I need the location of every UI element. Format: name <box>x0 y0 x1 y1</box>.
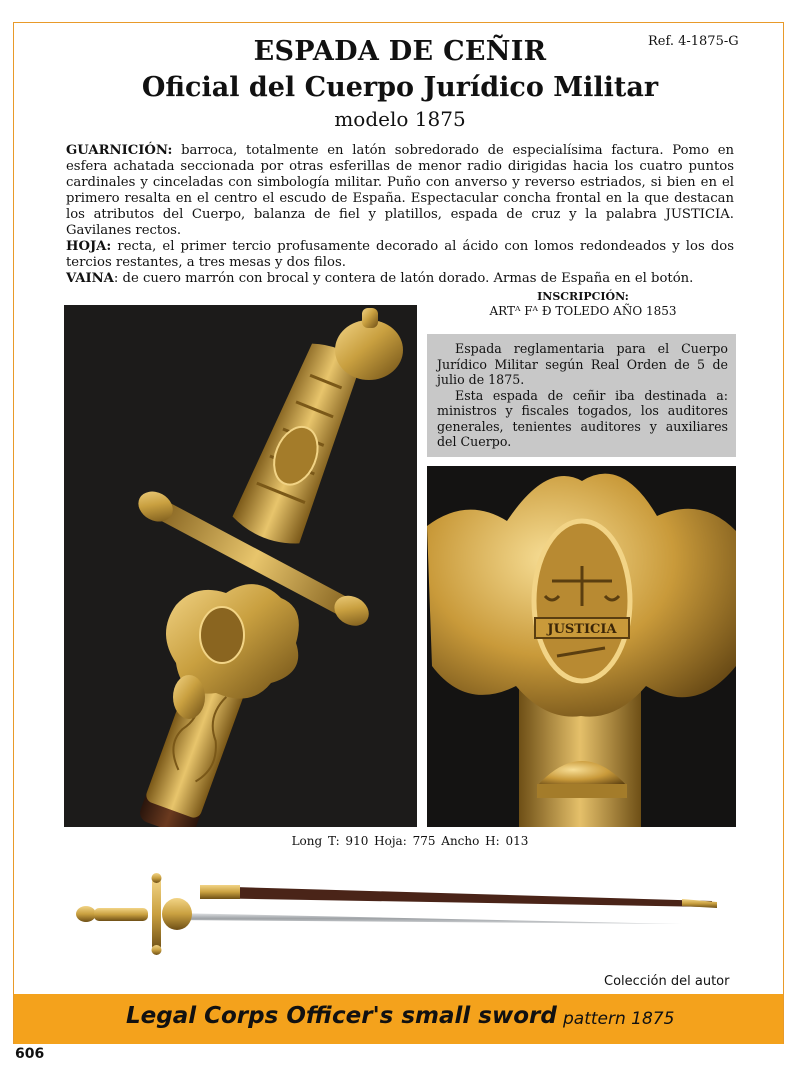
vaina-label: VAINA <box>66 271 114 286</box>
page-number: 606 <box>15 1046 45 1062</box>
shell-illustration <box>427 466 736 827</box>
vaina-paragraph <box>66 271 734 287</box>
collection-credit: Colección del autor <box>604 974 730 989</box>
guarnicion-text: barroca, totalmente en latón sobredorado de especialísima factura. Pomo en esfera achatada seccionada por otras esferillas de menor radio dirigidas hacia los cuatro puntos cardinales y cinceladas con simbología militar. Puño con anverso y reverso estriados, si bien en el primero resalta en el centro el escudo de España. Espectacular concha frontal en la que destacan los atributos del Cuerpo, balanza de fiel y platillos, espada de cruz y la palabra JUSTICIA. Gavilanes rectos. <box>66 143 734 238</box>
full-sword-illustration <box>72 868 722 958</box>
vaina-text: : de cuero marrón con brocal y contera de latón dorado. Armas de España en el botón. <box>113 271 694 286</box>
description <box>66 143 734 287</box>
reference-number: Ref. 4-1875-G <box>648 34 739 49</box>
inscription-text: ARTᴬ Fᴬ Ð TOLEDO AÑO 1853 <box>489 304 677 318</box>
guarnicion-paragraph <box>66 143 734 239</box>
hoja-text: recta, el primer tercio profusamente decorado al ácido con lomos redondeados y los dos tercios restantes, a tres mesas y dos filos. <box>66 239 734 270</box>
note-box <box>427 334 736 457</box>
title-line-1: ESPADA DE CEÑIR <box>253 36 547 67</box>
hoja-paragraph <box>66 239 734 271</box>
inscription-heading: INSCRIPCIÓN: <box>537 290 629 303</box>
footer-title: Legal Corps Officer's small sword <box>126 1003 557 1029</box>
shell-detail-photo <box>427 466 736 827</box>
footer-subtitle: pattern 1875 <box>563 1009 675 1029</box>
shell-inscription: JUSTICIA <box>547 622 617 637</box>
dimensions: Long T: 910 Hoja: 775 Ancho H: 013 <box>291 834 529 848</box>
note-paragraph-2: Esta espada de ceñir iba destinada a: ministros y fiscales togados, los auditores generales, tenientes auditores y auxiliares del Cuerpo. <box>437 387 728 449</box>
guarnicion-label: GUARNICIÓN: <box>66 143 173 158</box>
hoja-label: HOJA: <box>66 239 112 254</box>
title-line-2: Oficial del Cuerpo Jurídico Militar <box>141 72 659 103</box>
hilt-photo <box>64 305 417 827</box>
hilt-illustration <box>64 305 417 827</box>
title-line-3: modelo 1875 <box>334 107 466 131</box>
note-paragraph-1: Espada reglamentaria para el Cuerpo Jurídico Militar según Real Orden de 5 de julio de 1875. <box>437 341 728 387</box>
